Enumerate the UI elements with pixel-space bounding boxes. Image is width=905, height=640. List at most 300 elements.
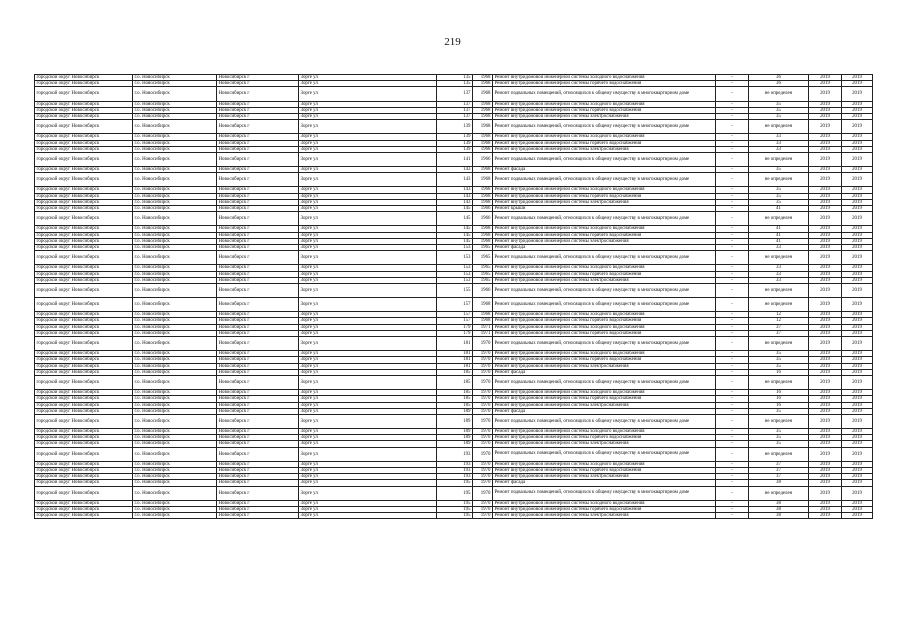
cell-municipality: г.о. Новосибирск bbox=[133, 480, 217, 486]
cell-district: городской округ Новосибирск bbox=[35, 330, 133, 336]
cell-house-number: 185 bbox=[437, 396, 473, 402]
cell-municipality: г.о. Новосибирск bbox=[133, 232, 217, 238]
cell-district: городской округ Новосибирск bbox=[35, 81, 133, 87]
cell-locality: Новосибирск г bbox=[217, 206, 299, 212]
cell-locality: Новосибирск г bbox=[217, 402, 299, 408]
cell-district: городской округ Новосибирск bbox=[35, 113, 133, 119]
cell-amount: 41 bbox=[749, 226, 809, 232]
cell-district: городской округ Новосибирск bbox=[35, 506, 133, 512]
cell-street: Зорге ул bbox=[299, 107, 437, 113]
cell-work-type: Ремонт подвальных помещений, относящихся к общему имуществу в многоквартирном доме bbox=[493, 120, 716, 134]
cell-dash: - bbox=[716, 351, 749, 357]
cell-district: городской округ Новосибирск bbox=[35, 283, 133, 297]
cell-locality: Новосибирск г bbox=[217, 75, 299, 81]
cell-amount: 12 bbox=[749, 318, 809, 324]
cell-start-year: 2019 bbox=[809, 140, 842, 146]
cell-municipality: г.о. Новосибирск bbox=[133, 375, 217, 389]
cell-locality: Новосибирск г bbox=[217, 101, 299, 107]
cell-locality: Новосибирск г bbox=[217, 244, 299, 250]
cell-street: Зорге ул bbox=[299, 330, 437, 336]
cell-amount: не определен bbox=[749, 212, 809, 226]
cell-dash: - bbox=[716, 357, 749, 363]
cell-street: Зорге ул bbox=[299, 486, 437, 500]
cell-amount: не определен bbox=[749, 251, 809, 265]
cell-district: городской округ Новосибирск bbox=[35, 402, 133, 408]
cell-street: Зорге ул bbox=[299, 283, 437, 297]
cell-dash: - bbox=[716, 238, 749, 244]
cell-municipality: г.о. Новосибирск bbox=[133, 120, 217, 134]
cell-end-year: 2019 bbox=[842, 312, 873, 318]
cell-dash: - bbox=[716, 232, 749, 238]
cell-district: городской округ Новосибирск bbox=[35, 187, 133, 193]
cell-locality: Новосибирск г bbox=[217, 238, 299, 244]
cell-municipality: г.о. Новосибирск bbox=[133, 187, 217, 193]
cell-build-year: 1970 bbox=[473, 513, 493, 519]
cell-locality: Новосибирск г bbox=[217, 152, 299, 166]
cell-street: Зорге ул bbox=[299, 277, 437, 283]
cell-start-year: 2019 bbox=[809, 206, 842, 212]
cell-district: городской округ Новосибирск bbox=[35, 318, 133, 324]
cell-municipality: г.о. Новосибирск bbox=[133, 87, 217, 101]
cell-end-year: 2019 bbox=[842, 251, 873, 265]
cell-work-type: Ремонт подвальных помещений, относящихся к общему имуществу в многоквартирном доме bbox=[493, 447, 716, 461]
cell-build-year: 1968 bbox=[473, 87, 493, 101]
cell-work-type: Ремонт внутридомовой инженерной системы холодного водоснабжения bbox=[493, 500, 716, 506]
cell-amount: 37 bbox=[749, 461, 809, 467]
cell-work-type: Ремонт подвальных помещений, относящихся к общему имуществу в многоквартирном доме bbox=[493, 87, 716, 101]
cell-work-type: Ремонт подвальных помещений, относящихся к общему имуществу в многоквартирном доме bbox=[493, 337, 716, 351]
cell-municipality: г.о. Новосибирск bbox=[133, 152, 217, 166]
cell-build-year: 1970 bbox=[473, 441, 493, 447]
cell-street: Зорге ул bbox=[299, 193, 437, 199]
cell-district: городской округ Новосибирск bbox=[35, 369, 133, 375]
cell-district: городской округ Новосибирск bbox=[35, 461, 133, 467]
table-row bbox=[35, 87, 873, 101]
cell-amount: 35 bbox=[749, 193, 809, 199]
cell-build-year: 1970 bbox=[473, 390, 493, 396]
cell-work-type: Ремонт крыши bbox=[493, 206, 716, 212]
table-row bbox=[35, 337, 873, 351]
cell-district: городской округ Новосибирск bbox=[35, 429, 133, 435]
cell-street: Зорге ул bbox=[299, 120, 437, 134]
table-row bbox=[35, 173, 873, 187]
cell-work-type: Ремонт внутридомовой инженерной системы электроснабжения bbox=[493, 363, 716, 369]
cell-locality: Новосибирск г bbox=[217, 513, 299, 519]
cell-amount: не определен bbox=[749, 283, 809, 297]
cell-district: городской округ Новосибирск bbox=[35, 277, 133, 283]
cell-start-year: 2019 bbox=[809, 396, 842, 402]
cell-municipality: г.о. Новосибирск bbox=[133, 363, 217, 369]
cell-end-year: 2019 bbox=[842, 375, 873, 389]
cell-end-year: 2019 bbox=[842, 480, 873, 486]
cell-work-type: Ремонт внутридомовой инженерной системы горячего водоснабжения bbox=[493, 396, 716, 402]
cell-amount: 35 bbox=[749, 101, 809, 107]
cell-locality: Новосибирск г bbox=[217, 226, 299, 232]
cell-amount: 35 bbox=[749, 441, 809, 447]
cell-street: Зорге ул bbox=[299, 212, 437, 226]
cell-start-year: 2019 bbox=[809, 375, 842, 389]
cell-district: городской округ Новосибирск bbox=[35, 357, 133, 363]
cell-district: городской округ Новосибирск bbox=[35, 298, 133, 312]
cell-municipality: г.о. Новосибирск bbox=[133, 277, 217, 283]
cell-end-year: 2019 bbox=[842, 318, 873, 324]
cell-end-year: 2019 bbox=[842, 271, 873, 277]
cell-street: Зорге ул bbox=[299, 298, 437, 312]
cell-build-year: 1968 bbox=[473, 81, 493, 87]
cell-work-type: Ремонт внутридомовой инженерной системы горячего водоснабжения bbox=[493, 357, 716, 363]
cell-house-number: 139 bbox=[437, 140, 473, 146]
cell-start-year: 2019 bbox=[809, 441, 842, 447]
cell-build-year: 1968 bbox=[473, 140, 493, 146]
cell-dash: - bbox=[716, 468, 749, 474]
cell-start-year: 2019 bbox=[809, 480, 842, 486]
cell-district: городской округ Новосибирск bbox=[35, 232, 133, 238]
cell-house-number: 189 bbox=[437, 408, 473, 414]
cell-start-year: 2019 bbox=[809, 468, 842, 474]
cell-locality: Новосибирск г bbox=[217, 506, 299, 512]
cell-build-year: 1968 bbox=[473, 120, 493, 134]
cell-house-number: 153 bbox=[437, 265, 473, 271]
cell-district: городской округ Новосибирск bbox=[35, 324, 133, 330]
cell-amount: не определен bbox=[749, 375, 809, 389]
cell-work-type: Ремонт внутридомовой инженерной системы электроснабжения bbox=[493, 199, 716, 205]
cell-street: Зорге ул bbox=[299, 506, 437, 512]
cell-end-year: 2019 bbox=[842, 193, 873, 199]
cell-dash: - bbox=[716, 414, 749, 428]
cell-locality: Новосибирск г bbox=[217, 265, 299, 271]
cell-end-year: 2019 bbox=[842, 167, 873, 173]
cell-municipality: г.о. Новосибирск bbox=[133, 468, 217, 474]
cell-house-number: 193 bbox=[437, 447, 473, 461]
cell-build-year: 1970 bbox=[473, 461, 493, 467]
cell-work-type: Ремонт подвальных помещений, относящихся к общему имуществу в многоквартирном доме bbox=[493, 283, 716, 297]
cell-street: Зорге ул bbox=[299, 134, 437, 140]
cell-amount: 35 bbox=[749, 408, 809, 414]
cell-start-year: 2019 bbox=[809, 363, 842, 369]
cell-house-number: 181 bbox=[437, 351, 473, 357]
cell-street: Зорге ул bbox=[299, 468, 437, 474]
cell-end-year: 2019 bbox=[842, 212, 873, 226]
cell-locality: Новосибирск г bbox=[217, 187, 299, 193]
cell-locality: Новосибирск г bbox=[217, 232, 299, 238]
cell-start-year: 2019 bbox=[809, 500, 842, 506]
cell-amount: 37 bbox=[749, 324, 809, 330]
cell-end-year: 2019 bbox=[842, 402, 873, 408]
cell-locality: Новосибирск г bbox=[217, 337, 299, 351]
cell-work-type: Ремонт внутридомовой инженерной системы электроснабжения bbox=[493, 113, 716, 119]
cell-municipality: г.о. Новосибирск bbox=[133, 140, 217, 146]
cell-house-number: 155 bbox=[437, 283, 473, 297]
cell-municipality: г.о. Новосибирск bbox=[133, 271, 217, 277]
cell-street: Зорге ул bbox=[299, 480, 437, 486]
cell-end-year: 2019 bbox=[842, 429, 873, 435]
cell-locality: Новосибирск г bbox=[217, 113, 299, 119]
cell-locality: Новосибирск г bbox=[217, 486, 299, 500]
cell-dash: - bbox=[716, 486, 749, 500]
cell-municipality: г.о. Новосибирск bbox=[133, 324, 217, 330]
cell-dash: - bbox=[716, 396, 749, 402]
cell-locality: Новосибирск г bbox=[217, 357, 299, 363]
cell-municipality: г.о. Новосибирск bbox=[133, 226, 217, 232]
cell-dash: - bbox=[716, 435, 749, 441]
cell-start-year: 2019 bbox=[809, 187, 842, 193]
cell-locality: Новосибирск г bbox=[217, 199, 299, 205]
cell-end-year: 2019 bbox=[842, 461, 873, 467]
cell-dash: - bbox=[716, 375, 749, 389]
cell-street: Зорге ул bbox=[299, 369, 437, 375]
cell-street: Зорге ул bbox=[299, 173, 437, 187]
cell-house-number: 145 bbox=[437, 226, 473, 232]
cell-build-year: 1970 bbox=[473, 447, 493, 461]
cell-house-number: 157 bbox=[437, 318, 473, 324]
cell-dash: - bbox=[716, 107, 749, 113]
cell-end-year: 2019 bbox=[842, 474, 873, 480]
cell-municipality: г.о. Новосибирск bbox=[133, 447, 217, 461]
cell-locality: Новосибирск г bbox=[217, 480, 299, 486]
cell-end-year: 2019 bbox=[842, 120, 873, 134]
cell-start-year: 2019 bbox=[809, 390, 842, 396]
cell-work-type: Ремонт внутридомовой инженерной системы горячего водоснабжения bbox=[493, 81, 716, 87]
cell-dash: - bbox=[716, 283, 749, 297]
cell-end-year: 2019 bbox=[842, 363, 873, 369]
cell-work-type: Ремонт внутридомовой инженерной системы электроснабжения bbox=[493, 146, 716, 152]
cell-end-year: 2019 bbox=[842, 283, 873, 297]
cell-end-year: 2019 bbox=[842, 206, 873, 212]
cell-end-year: 2019 bbox=[842, 134, 873, 140]
cell-district: городской округ Новосибирск bbox=[35, 486, 133, 500]
cell-house-number: 193 bbox=[437, 461, 473, 467]
cell-amount: 41 bbox=[749, 238, 809, 244]
cell-dash: - bbox=[716, 140, 749, 146]
cell-municipality: г.о. Новосибирск bbox=[133, 351, 217, 357]
cell-house-number: 143 bbox=[437, 173, 473, 187]
cell-amount: не определен bbox=[749, 87, 809, 101]
cell-street: Зорге ул bbox=[299, 435, 437, 441]
cell-dash: - bbox=[716, 474, 749, 480]
cell-dash: - bbox=[716, 167, 749, 173]
cell-house-number: 145 bbox=[437, 238, 473, 244]
cell-build-year: 1968 bbox=[473, 232, 493, 238]
cell-start-year: 2019 bbox=[809, 251, 842, 265]
cell-build-year: 1966 bbox=[473, 212, 493, 226]
cell-build-year: 1970 bbox=[473, 468, 493, 474]
cell-end-year: 2019 bbox=[842, 75, 873, 81]
cell-locality: Новосибирск г bbox=[217, 351, 299, 357]
cell-amount: не определен bbox=[749, 298, 809, 312]
page-number: 219 bbox=[444, 36, 461, 48]
cell-locality: Новосибирск г bbox=[217, 134, 299, 140]
cell-street: Зорге ул bbox=[299, 265, 437, 271]
cell-municipality: г.о. Новосибирск bbox=[133, 357, 217, 363]
cell-end-year: 2019 bbox=[842, 486, 873, 500]
cell-street: Зорге ул bbox=[299, 101, 437, 107]
cell-build-year: 1970 bbox=[473, 408, 493, 414]
table-row bbox=[35, 120, 873, 134]
cell-work-type: Ремонт фасада bbox=[493, 244, 716, 250]
cell-dash: - bbox=[716, 369, 749, 375]
cell-street: Зорге ул bbox=[299, 140, 437, 146]
cell-dash: - bbox=[716, 173, 749, 187]
cell-work-type: Ремонт фасада bbox=[493, 480, 716, 486]
cell-municipality: г.о. Новосибирск bbox=[133, 244, 217, 250]
cell-amount: не определен bbox=[749, 414, 809, 428]
cell-house-number: 143 bbox=[437, 187, 473, 193]
cell-build-year: 1968 bbox=[473, 187, 493, 193]
cell-dash: - bbox=[716, 101, 749, 107]
cell-work-type: Ремонт внутридомовой инженерной системы горячего водоснабжения bbox=[493, 107, 716, 113]
cell-dash: - bbox=[716, 265, 749, 271]
cell-dash: - bbox=[716, 113, 749, 119]
cell-district: городской округ Новосибирск bbox=[35, 107, 133, 113]
cell-street: Зорге ул bbox=[299, 429, 437, 435]
cell-municipality: г.о. Новосибирск bbox=[133, 206, 217, 212]
cell-locality: Новосибирск г bbox=[217, 408, 299, 414]
cell-build-year: 1968 bbox=[473, 167, 493, 173]
cell-start-year: 2019 bbox=[809, 283, 842, 297]
cell-house-number: 181 bbox=[437, 363, 473, 369]
cell-work-type: Ремонт внутридомовой инженерной системы холодного водоснабжения bbox=[493, 75, 716, 81]
cell-municipality: г.о. Новосибирск bbox=[133, 330, 217, 336]
cell-locality: Новосибирск г bbox=[217, 140, 299, 146]
cell-amount: 16 bbox=[749, 369, 809, 375]
cell-dash: - bbox=[716, 500, 749, 506]
cell-district: городской округ Новосибирск bbox=[35, 212, 133, 226]
cell-house-number: 195 bbox=[437, 500, 473, 506]
cell-locality: Новосибирск г bbox=[217, 441, 299, 447]
cell-work-type: Ремонт внутридомовой инженерной системы горячего водоснабжения bbox=[493, 318, 716, 324]
table-row bbox=[35, 375, 873, 389]
cell-dash: - bbox=[716, 312, 749, 318]
cell-amount: 38 bbox=[749, 513, 809, 519]
cell-start-year: 2019 bbox=[809, 447, 842, 461]
cell-amount: 33 bbox=[749, 244, 809, 250]
cell-amount: 33 bbox=[749, 140, 809, 146]
cell-municipality: г.о. Новосибирск bbox=[133, 107, 217, 113]
cell-locality: Новосибирск г bbox=[217, 429, 299, 435]
cell-work-type: Ремонт подвальных помещений, относящихся к общему имуществу в многоквартирном доме bbox=[493, 212, 716, 226]
cell-end-year: 2019 bbox=[842, 277, 873, 283]
cell-end-year: 2019 bbox=[842, 152, 873, 166]
cell-work-type: Ремонт подвальных помещений, относящихся к общему имуществу в многоквартирном доме bbox=[493, 173, 716, 187]
cell-work-type: Ремонт внутридомовой инженерной системы электроснабжения bbox=[493, 441, 716, 447]
cell-district: городской округ Новосибирск bbox=[35, 193, 133, 199]
cell-locality: Новосибирск г bbox=[217, 87, 299, 101]
cell-end-year: 2019 bbox=[842, 244, 873, 250]
cell-end-year: 2019 bbox=[842, 265, 873, 271]
table-row bbox=[35, 414, 873, 428]
cell-end-year: 2019 bbox=[842, 351, 873, 357]
cell-build-year: 1970 bbox=[473, 500, 493, 506]
cell-locality: Новосибирск г bbox=[217, 414, 299, 428]
cell-build-year: 1971 bbox=[473, 330, 493, 336]
cell-start-year: 2019 bbox=[809, 134, 842, 140]
cell-end-year: 2019 bbox=[842, 468, 873, 474]
cell-build-year: 1970 bbox=[473, 506, 493, 512]
cell-house-number: 185 bbox=[437, 390, 473, 396]
cell-locality: Новосибирск г bbox=[217, 251, 299, 265]
cell-work-type: Ремонт внутридомовой инженерной системы горячего водоснабжения bbox=[493, 232, 716, 238]
cell-amount: 33 bbox=[749, 271, 809, 277]
cell-house-number: 153 bbox=[437, 277, 473, 283]
cell-street: Зорге ул bbox=[299, 500, 437, 506]
cell-build-year: 1966 bbox=[473, 283, 493, 297]
cell-work-type: Ремонт подвальных помещений, относящихся к общему имуществу в многоквартирном доме bbox=[493, 152, 716, 166]
cell-house-number: 189 bbox=[437, 414, 473, 428]
cell-municipality: г.о. Новосибирск bbox=[133, 318, 217, 324]
cell-end-year: 2019 bbox=[842, 513, 873, 519]
cell-start-year: 2019 bbox=[809, 324, 842, 330]
cell-house-number: 181 bbox=[437, 357, 473, 363]
cell-street: Зорге ул bbox=[299, 474, 437, 480]
cell-start-year: 2019 bbox=[809, 271, 842, 277]
cell-work-type: Ремонт внутридомовой инженерной системы холодного водоснабжения bbox=[493, 134, 716, 140]
cell-district: городской округ Новосибирск bbox=[35, 251, 133, 265]
cell-amount: 41 bbox=[749, 206, 809, 212]
capital-repair-table bbox=[34, 74, 873, 519]
cell-work-type: Ремонт подвальных помещений, относящихся к общему имуществу в многоквартирном доме bbox=[493, 298, 716, 312]
cell-street: Зорге ул bbox=[299, 318, 437, 324]
cell-street: Зорге ул bbox=[299, 271, 437, 277]
cell-house-number: 185 bbox=[437, 369, 473, 375]
cell-house-number: 143 bbox=[437, 167, 473, 173]
cell-district: городской округ Новосибирск bbox=[35, 337, 133, 351]
cell-dash: - bbox=[716, 134, 749, 140]
cell-municipality: г.о. Новосибирск bbox=[133, 199, 217, 205]
cell-end-year: 2019 bbox=[842, 232, 873, 238]
cell-street: Зорге ул bbox=[299, 199, 437, 205]
cell-start-year: 2019 bbox=[809, 107, 842, 113]
cell-dash: - bbox=[716, 271, 749, 277]
cell-amount: 35 bbox=[749, 351, 809, 357]
cell-district: городской округ Новосибирск bbox=[35, 474, 133, 480]
cell-work-type: Ремонт внутридомовой инженерной системы горячего водоснабжения bbox=[493, 140, 716, 146]
cell-start-year: 2019 bbox=[809, 414, 842, 428]
cell-build-year: 1968 bbox=[473, 134, 493, 140]
cell-street: Зорге ул bbox=[299, 152, 437, 166]
cell-work-type: Ремонт подвальных помещений, относящихся к общему имуществу в многоквартирном доме bbox=[493, 375, 716, 389]
cell-municipality: г.о. Новосибирск bbox=[133, 81, 217, 87]
cell-street: Зорге ул bbox=[299, 363, 437, 369]
cell-end-year: 2019 bbox=[842, 238, 873, 244]
cell-end-year: 2019 bbox=[842, 101, 873, 107]
cell-end-year: 2019 bbox=[842, 390, 873, 396]
cell-street: Зорге ул bbox=[299, 81, 437, 87]
cell-build-year: 1968 bbox=[473, 199, 493, 205]
cell-end-year: 2019 bbox=[842, 81, 873, 87]
cell-municipality: г.о. Новосибирск bbox=[133, 283, 217, 297]
cell-locality: Новосибирск г bbox=[217, 312, 299, 318]
cell-district: городской округ Новосибирск bbox=[35, 87, 133, 101]
cell-municipality: г.о. Новосибирск bbox=[133, 298, 217, 312]
cell-build-year: 1965 bbox=[473, 265, 493, 271]
cell-street: Зорге ул bbox=[299, 414, 437, 428]
cell-end-year: 2019 bbox=[842, 330, 873, 336]
cell-house-number: 189 bbox=[437, 435, 473, 441]
cell-end-year: 2019 bbox=[842, 396, 873, 402]
cell-district: городской округ Новосибирск bbox=[35, 480, 133, 486]
cell-street: Зорге ул bbox=[299, 324, 437, 330]
cell-district: городской округ Новосибирск bbox=[35, 265, 133, 271]
cell-start-year: 2019 bbox=[809, 238, 842, 244]
cell-dash: - bbox=[716, 75, 749, 81]
cell-start-year: 2019 bbox=[809, 146, 842, 152]
cell-district: городской округ Новосибирск bbox=[35, 226, 133, 232]
cell-street: Зорге ул bbox=[299, 337, 437, 351]
cell-street: Зорге ул bbox=[299, 113, 437, 119]
cell-locality: Новосибирск г bbox=[217, 193, 299, 199]
cell-work-type: Ремонт внутридомовой инженерной системы горячего водоснабжения bbox=[493, 271, 716, 277]
cell-municipality: г.о. Новосибирск bbox=[133, 75, 217, 81]
